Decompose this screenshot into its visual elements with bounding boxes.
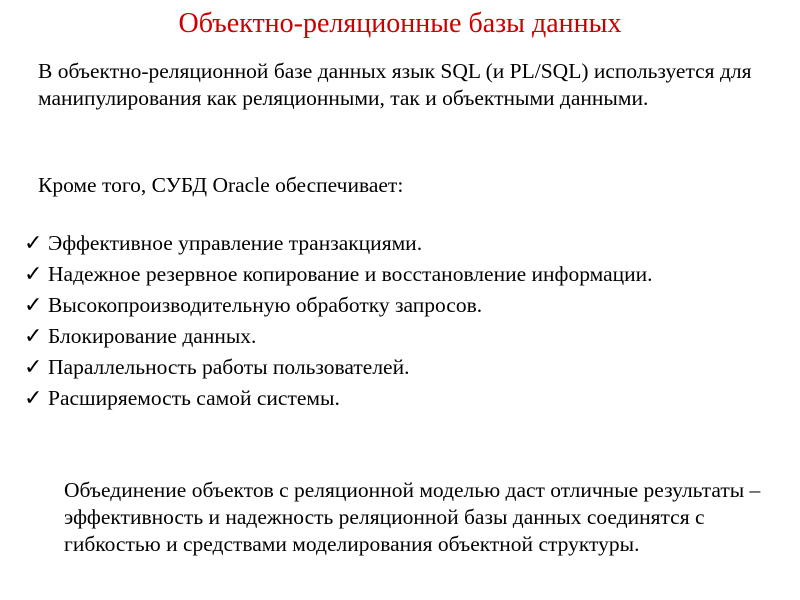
- list-item-text: Надежное резервное копирование и восстановление информации.: [48, 262, 653, 286]
- list-item-text: Расширяемость самой системы.: [48, 386, 340, 410]
- check-icon: ✓: [24, 355, 43, 380]
- list-item: [24, 230, 774, 257]
- check-icon: ✓: [24, 262, 43, 287]
- list-item-text: Высокопроизводительную обработку запросов.: [48, 293, 483, 317]
- list-item: [24, 323, 774, 350]
- feature-list: [24, 230, 774, 416]
- check-icon: ✓: [24, 386, 43, 411]
- intro-paragraph: В объектно-реляционной базе данных язык SQL (и PL/SQL) используется для манипулирования как реляционными, так и объектными данными.: [38, 59, 752, 110]
- check-icon: ✓: [24, 324, 43, 349]
- list-item: [24, 261, 774, 288]
- list-item-text: Параллельность работы пользователей.: [48, 355, 410, 379]
- check-icon: ✓: [24, 231, 43, 256]
- check-icon: ✓: [24, 293, 43, 318]
- list-item-text: Эффективное управление транзакциями.: [48, 231, 423, 255]
- list-item: [24, 385, 774, 412]
- lead-paragraph: Кроме того, СУБД Oracle обеспечивает:: [38, 173, 404, 197]
- slide-title: Объектно-реляционные базы данных: [178, 8, 622, 39]
- list-item: [24, 354, 774, 381]
- conclusion-paragraph: Объединение объектов с реляционной моделью даст отличные результаты – эффективность и надежность реляционной базы данных соединятся с гибкостью и средствами моделирования объектной структуры.: [64, 478, 761, 556]
- list-item: [24, 292, 774, 319]
- list-item-text: Блокирование данных.: [48, 324, 257, 348]
